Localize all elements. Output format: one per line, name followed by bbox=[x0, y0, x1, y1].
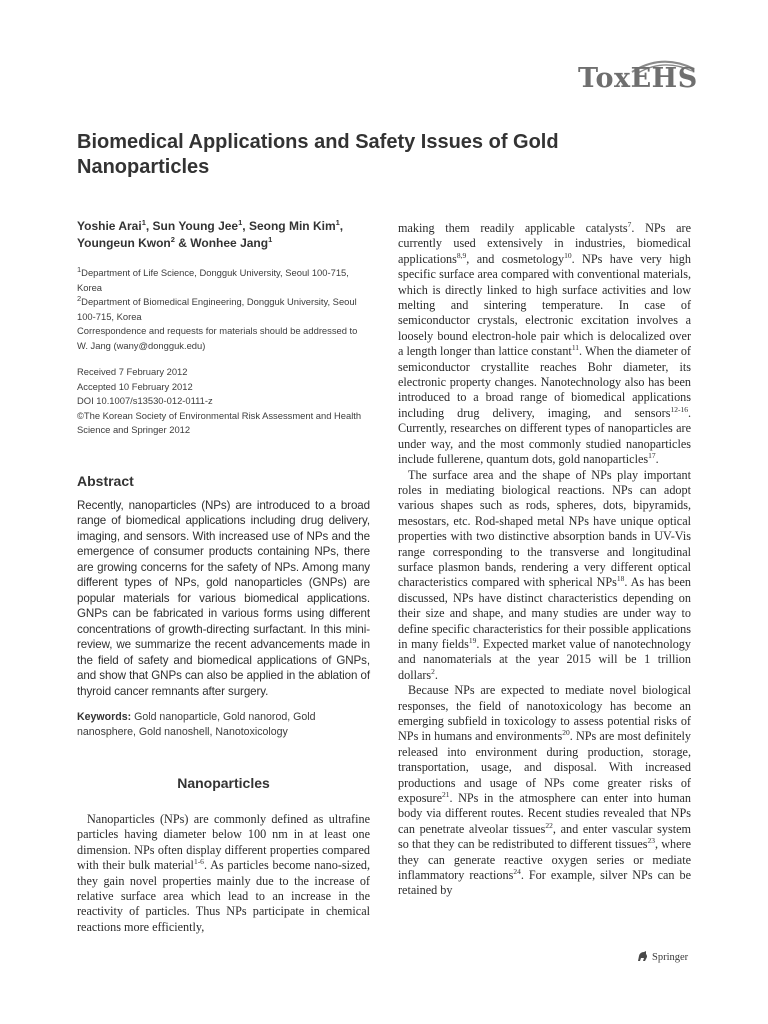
keywords-text: Gold nanoparticle, Gold nanorod, Gold nanosphere, Gold nanoshell, Nanotoxicology bbox=[77, 711, 316, 738]
text-run: making them readily applicable catalysts bbox=[398, 221, 628, 235]
affiliation-1 bbox=[77, 266, 370, 295]
citation-marker: 11 bbox=[571, 343, 580, 353]
affiliation-number: 2 bbox=[77, 293, 82, 303]
text-run: . bbox=[434, 667, 438, 682]
text-run: . bbox=[655, 452, 659, 467]
author-separator: , bbox=[145, 219, 153, 233]
keywords-label: Keywords: bbox=[77, 711, 132, 723]
citation-marker: 22 bbox=[545, 820, 553, 830]
left-column bbox=[77, 218, 370, 935]
author-name: Seong Min Kim bbox=[248, 219, 336, 233]
accepted-date: Accepted 10 February 2012 bbox=[77, 380, 193, 392]
paper-title: Biomedical Applications and Safety Issues of Gold Nanoparticles bbox=[77, 131, 559, 178]
text-run: . NPs are currently used extensively in industries, biomedical applications bbox=[398, 221, 692, 266]
body-paragraph-2 bbox=[398, 468, 691, 684]
text-run: . For example, silver NPs can be retained by bbox=[398, 868, 692, 898]
citation-marker: 7 bbox=[627, 219, 632, 229]
text-run: , and enter vascular system so that they can be redistributed to different tissues bbox=[398, 821, 691, 852]
citation-marker: 18 bbox=[616, 574, 625, 584]
keywords bbox=[77, 710, 370, 740]
citation-marker: 19 bbox=[468, 635, 477, 645]
author-separator: , bbox=[339, 219, 344, 233]
affiliation-number: 1 bbox=[77, 264, 82, 274]
correspondence-note: Correspondence and requests for materials should be addressed to W. Jang (wany@dongguk.edu) bbox=[77, 325, 358, 351]
author-list bbox=[77, 218, 370, 252]
text-run: Nanoparticles (NPs) are commonly defined as ultrafine particles having diameter below 100 nm in at least one dimension. NPs often display different properties compared with their bulk material bbox=[77, 812, 370, 873]
springer-horse-icon bbox=[636, 950, 649, 963]
abstract-text: Recently, nanoparticles (NPs) are introduced to a broad range of biomedical applications including drug delivery, imaging, and sensors. With increased use of NPs and the emergence of consumer products containing NPs, there are growing concerns for the safety of NPs. Among many different types of NPs, gold nanoparticles (GNPs) are popular materials for various biomedical applications. GNPs can be fabricated in various forms using different concentrations of growth-directing surfactant. In this mini-review, we summarize the recent advancements made in the field of safety and biomedical applications of GNPs, and show that GNPs can also be applied in the ablation of thyroid cancer remnants after surgery. bbox=[77, 498, 370, 698]
section-heading: Nanoparticles bbox=[177, 775, 270, 791]
publisher-mark bbox=[636, 950, 688, 966]
body-paragraph-1-continued bbox=[398, 221, 691, 468]
author-name: Wonhee Jang bbox=[190, 236, 269, 250]
text-run: , and cosmetology bbox=[466, 251, 565, 266]
citation-marker: 2 bbox=[431, 666, 435, 676]
doi: DOI 10.1007/s13530-012-0111-z bbox=[77, 395, 213, 406]
body-paragraph-1 bbox=[77, 812, 370, 935]
author-affiliation-marker: 1 bbox=[141, 218, 146, 227]
copyright: ©The Korean Society of Environmental Risk Assessment and Health Science and Springer 2012 bbox=[77, 409, 362, 435]
affiliation-text: Department of Biomedical Engineering, Dongguk University, Seoul 100-715, Korea bbox=[77, 296, 357, 322]
affiliation-text: Department of Life Science, Dongguk University, Seoul 100-715, Korea bbox=[77, 267, 349, 293]
abstract-heading: Abstract bbox=[77, 472, 134, 489]
text-run: . NPs in the atmosphere can enter into human body via different routes. Recent studies revealed that NPs can penetrate alveolar tissues bbox=[398, 791, 691, 836]
journal-logo bbox=[576, 52, 696, 96]
affiliation-2 bbox=[77, 295, 370, 324]
text-run: . Expected market value of nanotechnology and nanomaterials at the year 2015 will be 1 trillion dollars bbox=[398, 636, 691, 682]
citation-marker: 24 bbox=[513, 867, 521, 876]
citation-marker: 23 bbox=[647, 836, 655, 846]
affiliations bbox=[77, 266, 370, 353]
body-paragraph-3 bbox=[398, 683, 691, 899]
publisher-name: Springer bbox=[652, 952, 689, 963]
text-run: Because NPs are expected to mediate novel biological responses, the field of nanotoxicology has become an emerging subfield in toxicology to assess potential risks of NPs in humans and environments bbox=[398, 683, 691, 744]
author-affiliation-marker: 2 bbox=[170, 235, 175, 244]
author-name: Sun Young Jee bbox=[152, 219, 239, 233]
citation-marker: 17 bbox=[648, 451, 656, 461]
right-column bbox=[398, 221, 691, 899]
journal-logo-text: ToxEHS bbox=[578, 63, 698, 94]
text-run: , where they can generate reactive oxygen series or mediate inflammatory reactions bbox=[398, 837, 691, 883]
author-affiliation-marker: 1 bbox=[238, 218, 243, 227]
author-separator: , bbox=[242, 219, 249, 233]
citation-marker: 10 bbox=[564, 250, 572, 260]
citation-marker: 20 bbox=[562, 728, 570, 738]
article-history bbox=[77, 365, 370, 438]
text-run: . NPs have very high specific surface area compared with conventional materials, which is directly linked to high surface activities and low melting and sintering temperature. In case of semiconductor crystals, electronic excitation involves a loosely bound electron-hole pair which is delocalized over a length longer than lattice constant bbox=[398, 251, 691, 359]
text-run: . As particles become nano-sized, they gain novel properties mainly due to the increase of relative surface area which lead to an increase in the reactivity of particles. Thus NPs participate in chemical reactions more efficiently, bbox=[77, 858, 370, 934]
author-affiliation-marker: 1 bbox=[268, 235, 273, 244]
author-name: Youngeun Kwon bbox=[77, 236, 171, 250]
author-affiliation-marker: 1 bbox=[335, 218, 340, 227]
received-date: Received 7 February 2012 bbox=[77, 366, 188, 377]
citation-marker: 12-16 bbox=[670, 404, 688, 414]
citation-marker: 8,9 bbox=[456, 250, 467, 260]
text-run: . Currently, researches on different types of nanoparticles are under way, and the most commonly studied nanoparticles include fullerene, quantum dots, gold nanoparticles bbox=[398, 405, 691, 467]
citation-marker: 21 bbox=[442, 789, 450, 799]
text-run: The surface area and the shape of NPs play important roles in mediating biological reactions. NPs can adopt various shapes such as rods, spheres, dots, bipyramids, mesostars, etc. Rod-shaped metal NPs have unique optical properties with two distinctive absorption bands in UV-Vis range corresponding to the transverse and longitudinal surface plasmon bands, rendering a very different optical characteristics compared with spherical NPs bbox=[398, 467, 691, 590]
text-run: . NPs are most definitely released into environment during production, storage, transportation, usage, and disposal. With increased productions and usage of NPs come greater risks of exposure bbox=[398, 729, 691, 806]
citation-marker: 1-6 bbox=[193, 857, 204, 867]
author-separator: & bbox=[174, 236, 191, 250]
author-name: Yoshie Arai bbox=[77, 219, 142, 233]
text-run: . When the diameter of semiconductor crystallite reaches Bohr diameter, its electronic property changes. Nanotechnology also has been introduced to a broad range of biomedical applications including drug delivery, imaging, and sensors bbox=[398, 344, 691, 420]
text-run: . As has been discussed, NPs have distinct characteristics depending on their size and shape, and many studies are under way to define specific characteristics for their possible applications in many fields bbox=[398, 575, 691, 651]
